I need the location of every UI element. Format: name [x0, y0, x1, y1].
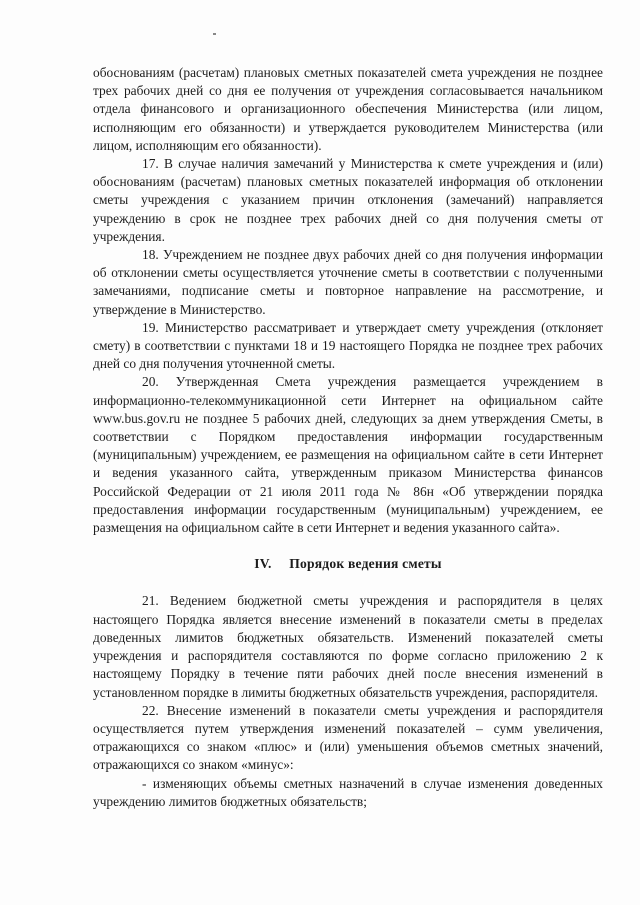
paragraph-19: 19. Министерство рассматривает и утверждает смету учреждения (отклоняет смету) в соответствии с пунктами 18 и 19 настоящего Порядка не позднее трех рабочих дней со дня получения уточненной сметы. — [93, 319, 603, 372]
paragraph-17: 17. В случае наличия замечаний у Министерства к смете учреждения и (или) обоснованиям (расчетам) плановых сметных показателей информация об отклонении сметы учреждения с указанием причин отклонения (замечаний) направляется учреждению в срок не позднее трех рабочих дней со дня получения сметы от учреждения. — [93, 156, 603, 244]
section-heading — [93, 555, 603, 573]
scan-speck — [213, 33, 216, 35]
paragraph-18: 18. Учреждением не позднее двух рабочих дней со дня получения информации об отклонении сметы осуществляется уточнение сметы в соответствии с полученными замечаниями, подписание сметы и повторное направление на рассмотрение, и утверждение в Министерство. — [93, 247, 603, 317]
paragraph-16-continued: обоснованиям (расчетам) плановых сметных показателей смета учреждения не позднее трех рабочих дней со дня ее получения от учреждения согласовывается начальником отдела финансового и организационного обеспечения Министерства (или лицом, исполняющим его обязанности) и утверждается руководителем Министерства (или лицом, исполняющим его обязанности). — [93, 65, 603, 153]
paragraph-20: 20. Утвержденная Смета учреждения размещается учреждением в информационно-телекоммуникационной сети Интернет на официальном сайте www.bus.gov.ru не позднее 5 рабочих дней, следующих за днем утверждения Сметы, в соответствии с Порядком предоставления информации государственным (муниципальным) учреждением, ее размещения на официальном сайте в сети Интернет и ведения указанного сайта, утвержденным приказом Министерства финансов Российской Федерации от 21 июля 2011 года № 86н «Об утверждении порядка предоставления информации государственным (муниципальным) учреждением, ее размещения на официальном сайте в сети Интернет и ведения указанного сайта». — [93, 374, 603, 536]
document-body — [93, 64, 603, 811]
section-number: IV. — [254, 556, 272, 572]
paragraph-21: 21. Ведением бюджетной сметы учреждения и распорядителя в целях настоящего Порядка является внесение изменений в показатели сметы в пределах доведенных лимитов бюджетных обязательств. Изменений показателей сметы учреждения и распорядителя составляются по форме согласно приложению 2 к настоящему Порядку в течение пяти рабочих дней после внесения изменений в установленном порядке в лимиты бюджетных обязательств учреждения, распорядителя. — [93, 593, 603, 700]
paragraph-22: 22. Внесение изменений в показатели сметы учреждения и распорядителя осуществляется путем утверждения изменений показателей – сумм увеличения, отражающихся со знаком «плюс» и (или) уменьшения объемов сметных значений, отражающихся со знаком «минус»: — [93, 702, 603, 773]
section-title: Порядок ведения сметы — [289, 556, 442, 572]
paragraph-22-item-1: - изменяющих объемы сметных назначений в случае изменения доведенных учреждению лимитов бюджетных обязательств; — [93, 775, 603, 809]
